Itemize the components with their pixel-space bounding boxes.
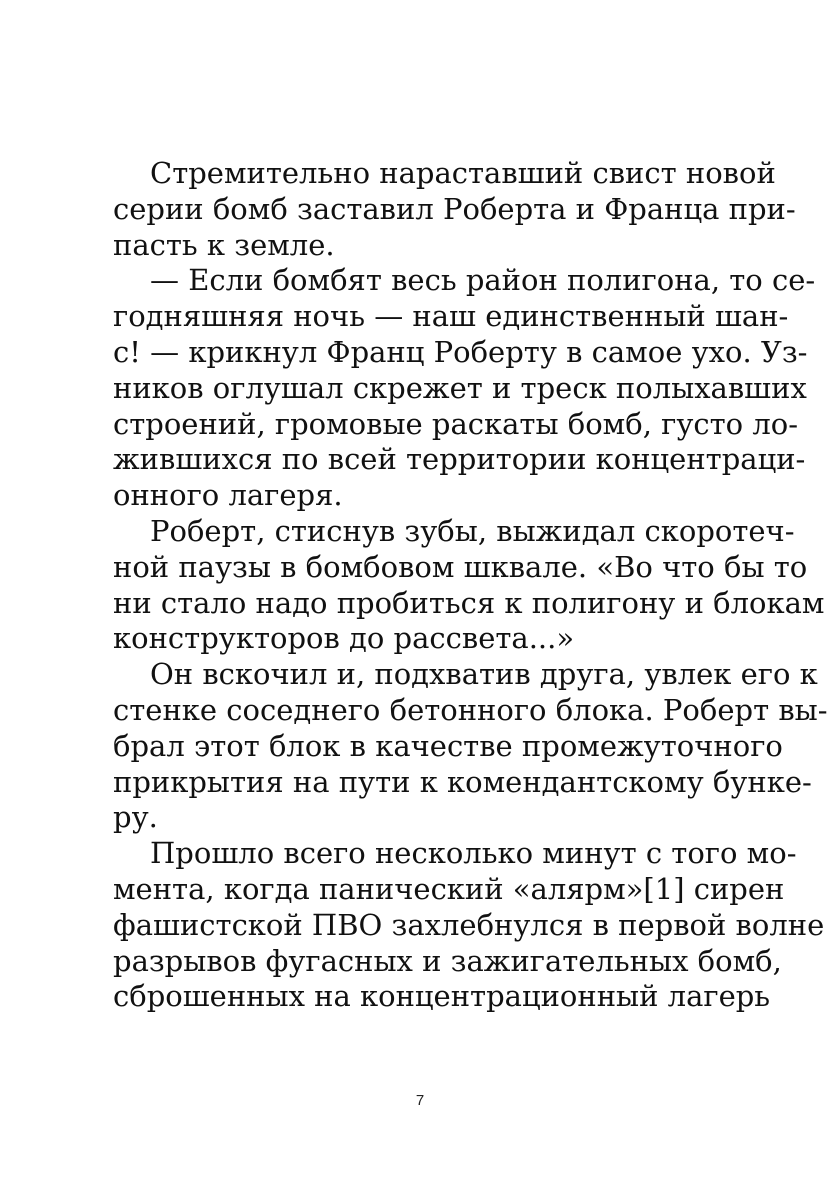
- text-line: сброшенных на концентрационный лагерь: [113, 979, 771, 1014]
- text-line: строений, громовые раскаты бомб, густо ло-: [113, 406, 799, 441]
- text-line: серии бомб заставил Роберта и Франца при-: [113, 191, 796, 226]
- body-text: [113, 156, 828, 1015]
- text-line: Стремительно нараставший свист новой: [150, 156, 776, 190]
- text-line: жившихся по всей территории концентраци-: [113, 442, 806, 477]
- text-line: фашистской ПВО захлебнулся в первой волне: [113, 907, 825, 942]
- text-line: годняшняя ночь — наш единственный шан-: [113, 299, 789, 334]
- paragraph: [113, 836, 825, 1015]
- text-line: Роберт, стиснув зубы, выжидал скоротеч-: [150, 513, 795, 548]
- text-line: онного лагеря.: [113, 478, 343, 513]
- text-line: ру.: [113, 800, 158, 835]
- text-line: прикрытия на пути к комендантскому бунке-: [113, 764, 812, 799]
- page-number: 7: [415, 1092, 425, 1109]
- text-line: — Если бомбят весь район полигона, то се-: [150, 263, 816, 298]
- text-line: мента, когда панический «алярм»[1] сирен: [113, 871, 785, 906]
- paragraph: [113, 263, 816, 514]
- text-line: ной паузы в бомбовом шквале. «Во что бы то: [113, 549, 808, 584]
- text-line: брал этот блок в качестве промежуточного: [113, 728, 783, 763]
- paragraph: [113, 156, 796, 263]
- paragraph: [113, 513, 825, 657]
- text-line: Прошло всего несколько минут с того мо-: [150, 836, 797, 871]
- text-line: ников оглушал скрежет и треск полыхавших: [113, 370, 807, 405]
- text-line: с! — крикнул Франц Роберту в самое ухо. Уз-: [113, 334, 808, 369]
- text-line: разрывов фугасных и зажигательных бомб,: [113, 943, 782, 978]
- text-line: конструкторов до рассвета...»: [113, 621, 575, 656]
- text-line: ни стало надо пробиться к полигону и блокам: [113, 585, 825, 620]
- text-line: пасть к земле.: [113, 227, 335, 262]
- text-line: Он вскочил и, подхватив друга, увлек его к: [150, 657, 818, 692]
- text-line: стенке соседнего бетонного блока. Роберт вы-: [113, 692, 828, 727]
- paragraph: [113, 657, 828, 836]
